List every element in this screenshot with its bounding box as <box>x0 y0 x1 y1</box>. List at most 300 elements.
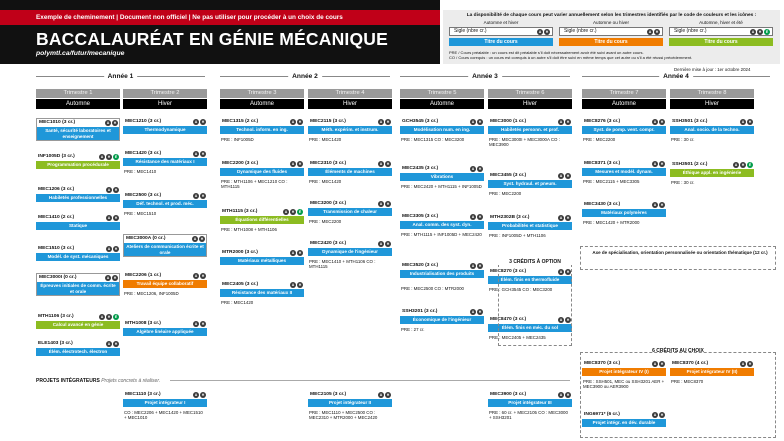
course-title: Modél. de syst. mécaniques <box>36 253 120 261</box>
course-title: Ateliers de communication écrite et orale <box>124 243 206 256</box>
legend <box>443 10 780 64</box>
course-code: MTH1106 (3 cr.) A H É <box>38 314 118 319</box>
trimester-label: Trimestre 5 <box>400 89 484 98</box>
autumn-icon: A <box>471 310 475 314</box>
course-title: Matériaux métalliques <box>220 257 304 265</box>
option-group-box <box>498 264 572 346</box>
autumn-icon: A <box>106 121 110 125</box>
winter-icon: H <box>298 283 302 287</box>
trimester-header <box>488 89 572 109</box>
orientation-note: Axe de spécialisation, orientation personnalisée ou orientation thématique (12 cr.) <box>592 250 768 255</box>
course-card[interactable] <box>220 208 304 224</box>
course-prerequisites: PRE : MEC2115 + MEC3305 <box>583 179 640 184</box>
winter-icon: H <box>113 276 117 280</box>
winter-icon: H <box>758 30 762 34</box>
winter-icon: H <box>478 215 482 219</box>
course-card[interactable] <box>36 186 120 202</box>
course-code: MEC8470 (3 cr.) A H <box>490 317 570 322</box>
course-prerequisites: PRE : SSH501, MEC ou SSH3201 AER + MEC3900 ou AER3900 <box>583 379 665 390</box>
course-title: Algèbre linéaire appliquée <box>123 328 207 336</box>
course-title: Équations différentielles <box>220 216 304 224</box>
winter-icon: H <box>660 120 664 124</box>
course-code: MEC2500 (3 cr.) A H <box>125 193 205 198</box>
legend-column <box>449 20 553 46</box>
course-code: MEC2420 (3 cr.) A H <box>310 241 390 246</box>
course-card[interactable] <box>308 391 392 407</box>
winter-icon: H <box>114 247 118 251</box>
course-code: MEC1206 (3 cr.) A H <box>38 187 118 192</box>
autumn-icon: A <box>653 162 657 166</box>
winter-icon: H <box>655 30 659 34</box>
course-code: MEC3200 (3 cr.) A H <box>310 201 390 206</box>
course-prerequisites: PRE : 30 cr. <box>671 180 695 185</box>
course-code: MEC3000A (0 cr.) A H <box>126 236 204 241</box>
winter-icon: H <box>566 120 570 124</box>
autumn-icon: A <box>471 264 475 268</box>
course-prerequisites: PRE : MEC1420 <box>309 179 342 184</box>
trimester-season: Hiver <box>123 99 207 109</box>
summer-icon: É <box>114 155 118 159</box>
trimester-header <box>36 89 120 109</box>
autumn-icon: A <box>100 315 104 319</box>
trimester-header <box>582 89 666 109</box>
course-prerequisites: PRE : 30 cr. <box>671 137 695 142</box>
trimester-season: Automne <box>400 99 484 109</box>
legend-title: Titre du cours <box>669 38 773 46</box>
course-code: MEC2200 (3 cr.) A H <box>222 161 302 166</box>
course-card[interactable] <box>488 172 572 188</box>
winter-icon: H <box>566 318 570 322</box>
course-card[interactable] <box>400 118 484 134</box>
autumn-icon: A <box>559 393 563 397</box>
winter-icon: H <box>386 120 390 124</box>
course-card[interactable] <box>123 234 207 257</box>
course-card[interactable] <box>36 214 120 230</box>
course-prerequisites: PRE : MEC1510 <box>124 211 157 216</box>
autumn-icon: A <box>653 362 657 366</box>
course-prerequisites: PRE : INF1005D <box>221 137 254 142</box>
legend-title: Titre du cours <box>559 38 663 46</box>
winter-icon: H <box>566 393 570 397</box>
course-title: Syst. de pomp. vent. compr. <box>582 126 666 134</box>
trimester-header <box>123 89 207 109</box>
autumn-icon: A <box>194 120 198 124</box>
winter-icon: H <box>298 162 302 166</box>
course-title: Vibrations <box>400 173 484 181</box>
course-card[interactable] <box>308 118 392 134</box>
autumn-icon: A <box>291 251 295 255</box>
legend-label: Automne, hiver et été <box>699 20 743 25</box>
course-title: Transmission de chaleur <box>308 208 392 216</box>
winter-icon: H <box>298 251 302 255</box>
course-title: Matériaux polymères <box>582 209 666 217</box>
course-prerequisites: PRE : MEC2200 <box>309 219 342 224</box>
course-code: MEC8270 (3 cr.) A H <box>490 269 570 274</box>
autumn-icon: A <box>471 120 475 124</box>
trimester-label: Trimestre 4 <box>308 89 392 98</box>
autumn-icon: A <box>379 242 383 246</box>
course-prerequisites: PRE : MEC2200 <box>583 137 616 142</box>
course-card[interactable] <box>400 262 484 278</box>
winter-icon: H <box>386 393 390 397</box>
course-prerequisites: PRE : MTH1008 + MTH1106 <box>221 227 277 232</box>
course-card[interactable] <box>36 273 120 296</box>
course-title: Méth. expérim. et instrum. <box>308 126 392 134</box>
winter-icon: H <box>478 310 482 314</box>
winter-icon: H <box>566 216 570 220</box>
trimester-season: Automne <box>36 99 120 109</box>
winter-icon: H <box>386 162 390 166</box>
course-title: Élém. électrotech. électron <box>36 348 120 356</box>
autumn-icon: A <box>106 276 110 280</box>
trimester-season: Automne <box>582 99 666 109</box>
course-code: MEC1110 (3 cr.) A H <box>125 392 205 397</box>
course-code: MEC8370 (3 cr.) A H <box>584 361 664 366</box>
autumn-icon: A <box>653 203 657 207</box>
course-code: MEC8370 (4 cr.) A H <box>672 361 752 366</box>
winter-icon: H <box>200 237 204 241</box>
course-card[interactable] <box>488 391 572 407</box>
option-credits-label: 3 CRÉDITS À OPTION <box>498 259 572 265</box>
autumn-icon: A <box>194 274 198 278</box>
course-card[interactable] <box>220 249 304 265</box>
course-title: Syst. hydraul. et pneum. <box>488 180 572 188</box>
trimester-header <box>670 89 754 109</box>
choice-credits-label: 6 CRÉDITS AU CHOIX <box>652 348 704 354</box>
trimester-label: Trimestre 7 <box>582 89 666 98</box>
autumn-icon: A <box>559 318 563 322</box>
course-title: Économique de l'ingénieur <box>400 316 484 324</box>
autumn-icon: A <box>194 194 198 198</box>
winter-icon: H <box>566 174 570 178</box>
course-code: SSH3501 (3 cr.) A H <box>672 119 752 124</box>
summer-icon: É <box>748 163 752 167</box>
course-card[interactable] <box>400 308 484 324</box>
course-prerequisites: PRE : MEC1206, INF1005D <box>124 291 179 296</box>
winter-icon: H <box>748 362 752 366</box>
course-code: MEC1010 (3 cr.) A H <box>39 120 117 125</box>
trimester-season: Automne <box>220 99 304 109</box>
autumn-icon: A <box>107 342 111 346</box>
winter-icon: H <box>201 393 205 397</box>
course-title: Projet intégrateur IV (I) <box>582 368 666 376</box>
course-card[interactable] <box>488 118 572 134</box>
legend-notes <box>449 50 779 60</box>
course-code: MEC2405 (3 cr.) A H <box>222 282 302 287</box>
legend-intro: La disponibilité de chaque cours peut varier annuellement selon les trimestres identifiés par le code de couleurs et les icônes : <box>466 13 757 18</box>
course-card[interactable] <box>308 200 392 216</box>
course-code: MEC3900 (3 cr.) A H <box>490 392 570 397</box>
autumn-icon: A <box>559 270 563 274</box>
course-code: MEC1510 (3 cr.) A H <box>38 246 118 251</box>
autumn-icon: A <box>379 202 383 206</box>
course-prerequisites: PRE : MEC3000I + MEC3000A CO : MEC3900 <box>489 137 560 148</box>
course-card[interactable] <box>220 118 304 134</box>
course-card[interactable] <box>308 160 392 176</box>
course-code: MEC8371 (3 cr.) A H <box>584 161 664 166</box>
trimester-label: Trimestre 8 <box>670 89 754 98</box>
autumn-icon: A <box>194 393 198 397</box>
autumn-icon: A <box>100 155 104 159</box>
projects-divider <box>170 380 570 381</box>
course-code: ELE1403 (3 cr.) A H <box>38 341 118 346</box>
course-title: Élém. finis en thermofluide <box>488 276 572 284</box>
winter-icon: H <box>298 120 302 124</box>
trimester-label: Trimestre 3 <box>220 89 304 98</box>
course-code: MTR2000 (3 cr.) A H <box>222 250 302 255</box>
course-title: Mesures et modél. dynam. <box>582 168 666 176</box>
course-title: Technol. inform. en ing. <box>220 126 304 134</box>
course-card[interactable] <box>400 165 484 181</box>
course-prerequisites: PRE : INF1005D + MTH1106 <box>489 233 546 238</box>
course-card[interactable] <box>36 153 120 169</box>
winter-icon: H <box>107 155 111 159</box>
winter-icon: H <box>114 342 118 346</box>
course-card[interactable] <box>582 160 666 176</box>
course-title: Projet intégrateur II <box>308 399 392 407</box>
winter-icon: H <box>660 203 664 207</box>
course-card[interactable] <box>582 118 666 134</box>
course-prerequisites: PRE : MEC2405 + MEC2435 <box>489 335 546 340</box>
trimester-header <box>220 89 304 109</box>
course-title: Projet intégrateur III <box>488 399 572 407</box>
course-card[interactable] <box>36 340 120 356</box>
autumn-icon: A <box>653 413 657 417</box>
page-title: BACCALAURÉAT EN GÉNIE MÉCANIQUE <box>36 29 388 49</box>
course-prerequisites: PRE : MEC2420 + MTH1115 + INF1005D <box>401 184 482 189</box>
course-title: Statique <box>36 222 120 230</box>
course-code: MTH1115 (3 cr.) A H É <box>222 209 302 214</box>
course-title: Industrialisation des produits <box>400 270 484 278</box>
course-code: MEC3000 (1 cr.) A H <box>490 119 570 124</box>
winter-icon: H <box>386 242 390 246</box>
course-card[interactable] <box>670 161 754 177</box>
legend-note-co: CO / Cours corequis : un cours est corequis à un autre s'il doit être suivi en même temps que cet autre ou s'il a été réussi précédemment. <box>449 55 693 61</box>
autumn-icon: A <box>379 120 383 124</box>
autumn-icon: A <box>559 174 563 178</box>
legend-column <box>669 20 773 46</box>
course-code: INF1005D (3 cr.) A H É <box>38 154 118 159</box>
winter-icon: H <box>201 322 205 326</box>
course-title: Éthique appl. en ingénierie <box>670 169 754 177</box>
course-card[interactable] <box>400 213 484 229</box>
winter-icon: H <box>114 188 118 192</box>
course-prerequisites: PRE : MEC2200 <box>489 191 522 196</box>
autumn-icon: A <box>648 30 652 34</box>
course-title: Résistance des matériaux II <box>220 289 304 297</box>
program-url[interactable]: polymtl.ca/futur/mecanique <box>36 50 125 57</box>
course-card[interactable] <box>670 118 754 134</box>
legend-sigle: Sigle (nbre cr.) A H <box>559 27 663 36</box>
winter-icon: H <box>741 163 745 167</box>
course-title: Probabilités et statistique <box>488 222 572 230</box>
course-title: Anal. socio. de la techno. <box>670 126 754 134</box>
course-code: MEC2310 (3 cr.) A H <box>310 161 390 166</box>
winter-icon: H <box>201 152 205 156</box>
course-prerequisites: PRE : MEC1315 CO : MEC3200 <box>401 137 465 142</box>
course-title: Programmation procédurale <box>36 161 120 169</box>
summer-icon: É <box>298 210 302 214</box>
course-code: MTH2302B (3 cr.) A H <box>490 215 570 220</box>
course-card[interactable] <box>123 320 207 336</box>
trimester-label: Trimestre 6 <box>488 89 572 98</box>
course-code: MEC2115 (3 cr.) A H <box>310 119 390 124</box>
course-code: MEC2206 (1 cr.) A H <box>125 273 205 278</box>
autumn-icon: A <box>107 216 111 220</box>
winter-icon: H <box>660 362 664 366</box>
winter-icon: H <box>114 216 118 220</box>
course-title: Habiletés personn. et prof. <box>488 126 572 134</box>
course-card[interactable] <box>220 281 304 297</box>
autumn-icon: A <box>559 216 563 220</box>
course-card[interactable] <box>36 118 120 141</box>
course-code: ING6971* (6 cr.) A H <box>584 412 664 417</box>
choice-group-box <box>580 352 776 438</box>
winter-icon: H <box>113 121 117 125</box>
course-title: Résistance des matériaux I <box>123 158 207 166</box>
last-updated: Dernière mise à jour : 1er octobre 2024 <box>674 67 751 72</box>
course-title: Anal. comm. des syst. dyn. <box>400 221 484 229</box>
course-card[interactable] <box>123 192 207 208</box>
legend-label: Automne ou hiver <box>592 20 629 25</box>
course-prerequisites: PRE : MEC1420 <box>309 137 342 142</box>
course-code: SSH3501 (2 cr.) A H É <box>672 162 752 167</box>
course-code: MEC2105 (3 cr.) A H <box>310 392 390 397</box>
summer-icon: É <box>765 30 769 34</box>
year-header: Année 4 <box>582 76 770 83</box>
winter-icon: H <box>566 270 570 274</box>
course-prerequisites: PRE : MEC1410 <box>124 169 157 174</box>
winter-icon: H <box>478 264 482 268</box>
course-title: Dynamique de l'ingénieur <box>308 248 392 256</box>
course-prerequisites: PRE : MEC1420 + MTR2000 <box>583 220 640 225</box>
summer-icon: É <box>114 315 118 319</box>
trimester-header <box>308 89 392 109</box>
autumn-icon: A <box>291 162 295 166</box>
course-title: Épreuves initiales de comm. écrite et orale <box>37 282 119 295</box>
course-prerequisites: PRE : MEC1110 + MEC2500 CO : MEC2310 + MTR2000 + MEC2420 <box>309 410 378 421</box>
course-card[interactable] <box>123 272 207 288</box>
course-prerequisites: PRE : MEC1410 + MTH1106 CO : MTH1115 <box>309 259 376 270</box>
course-card[interactable] <box>582 201 666 217</box>
autumn-icon: A <box>107 247 111 251</box>
trimester-season: Hiver <box>308 99 392 109</box>
course-title: Habiletés professionnelles <box>36 194 120 202</box>
year-header: Année 2 <box>220 76 390 83</box>
autumn-icon: A <box>194 152 198 156</box>
course-prerequisites: PRE : MEC1420 <box>221 300 254 305</box>
autumn-icon: A <box>107 188 111 192</box>
course-code: SSH3201 (3 cr.) A H <box>402 309 482 314</box>
course-code: MEC1315 (2 cr.) A H <box>222 119 302 124</box>
year-header: Année 3 <box>400 76 570 83</box>
autumn-icon: A <box>741 362 745 366</box>
winter-icon: H <box>545 30 549 34</box>
course-prerequisites: PRE : MEC8370 <box>671 379 704 384</box>
legend-column <box>559 20 663 46</box>
course-title: Éléments de machines <box>308 168 392 176</box>
course-title: Projet intégrateur IV (II) <box>670 368 754 376</box>
winter-icon: H <box>201 274 205 278</box>
autumn-icon: A <box>284 210 288 214</box>
course-code: MEC2435 (3 cr.) A H <box>402 166 482 171</box>
course-title: Thermodynamique <box>123 126 207 134</box>
trimester-season: Hiver <box>488 99 572 109</box>
winter-icon: H <box>660 162 664 166</box>
autumn-icon: A <box>471 215 475 219</box>
winter-icon: H <box>748 120 752 124</box>
legend-note-pre: PRE / Cours préalable : un cours est dit préalable s'il doit nécessairement avoir été suivi avant un autre cours. <box>449 50 644 55</box>
course-code: MEC3520 (3 cr.) A H <box>402 263 482 268</box>
course-prerequisites: PRE : GCH3545 CO : MEC3200 <box>489 287 553 292</box>
winter-icon: H <box>386 202 390 206</box>
course-card[interactable] <box>36 313 120 329</box>
course-card[interactable] <box>36 245 120 261</box>
course-code: MEC3430 (3 cr.) A H <box>584 202 664 207</box>
course-prerequisites: PRE : MTH1115 + INF1005D + MEC2420 <box>401 232 482 237</box>
course-code: MEC3000I (0 cr.) A H <box>39 275 117 280</box>
legend-sigle: Sigle (nbre cr.) A H <box>449 27 553 36</box>
autumn-icon: A <box>741 120 745 124</box>
trimester-label: Trimestre 2 <box>123 89 207 98</box>
course-code: MEC3305 (3 cr.) A H <box>402 214 482 219</box>
course-code: MEC3455 (3 cr.) A H <box>490 173 570 178</box>
autumn-icon: A <box>471 167 475 171</box>
autumn-icon: A <box>291 120 295 124</box>
disclaimer-bar: Exemple de cheminement | Document non officiel | Ne pas utiliser pour procéder à un choix de cours <box>0 10 440 25</box>
winter-icon: H <box>107 315 111 319</box>
autumn-icon: A <box>193 237 197 241</box>
course-prerequisites: PRE : MTH1106 + MEC1210 CO : MTH1115 <box>221 179 288 190</box>
course-code: MEC1420 (3 cr.) A H <box>125 151 205 156</box>
winter-icon: H <box>478 167 482 171</box>
winter-icon: H <box>291 210 295 214</box>
autumn-icon: A <box>538 30 542 34</box>
course-title: Travail équipe collaboratif <box>123 280 207 288</box>
course-card[interactable] <box>123 391 207 407</box>
course-title: Déf. technol. et prod. méc. <box>123 200 207 208</box>
autumn-icon: A <box>291 283 295 287</box>
course-title: Dynamique des fluides <box>220 168 304 176</box>
course-title: Projet intégr. en dév. durable <box>582 419 666 427</box>
legend-title: Titre du cours <box>449 38 553 46</box>
course-title: Modélisation num. en ing. <box>400 126 484 134</box>
trimester-label: Trimestre 1 <box>36 89 120 98</box>
course-title: Élém. finis en méc. du sol <box>488 324 572 332</box>
trimester-season: Hiver <box>670 99 754 109</box>
trimester-header <box>400 89 484 109</box>
course-code: MEC8276 (3 cr.) A H <box>584 119 664 124</box>
winter-icon: H <box>660 413 664 417</box>
course-code: MTH1008 (3 cr.) A H <box>125 321 205 326</box>
autumn-icon: A <box>751 30 755 34</box>
autumn-icon: A <box>653 120 657 124</box>
projects-label: PROJETS INTÉGRATEURS Projets concrets à réaliser. <box>36 378 161 384</box>
course-prerequisites: PRE : MEC2500 CO : MTR2000 <box>401 286 464 291</box>
course-code: GCH3545 (3 cr.) A H <box>402 119 482 124</box>
course-prerequisites: PRE : 60 cr. + MEC2105 CO : MEC3000 + SSH3201 <box>489 410 568 421</box>
course-card[interactable] <box>123 150 207 166</box>
course-card[interactable] <box>488 214 572 230</box>
course-card[interactable] <box>308 240 392 256</box>
year-header: Année 1 <box>36 76 205 83</box>
autumn-icon: A <box>734 163 738 167</box>
winter-icon: H <box>201 120 205 124</box>
autumn-icon: A <box>379 162 383 166</box>
course-card[interactable] <box>220 160 304 176</box>
course-card[interactable] <box>123 118 207 134</box>
course-code: MEC1210 (3 cr.) A H <box>125 119 205 124</box>
